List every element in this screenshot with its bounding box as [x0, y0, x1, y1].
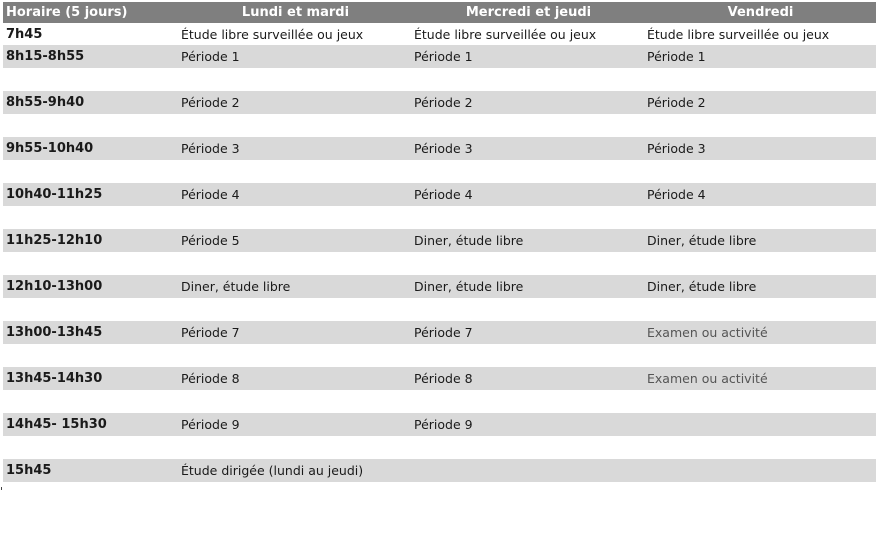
- spacer-cell: [645, 344, 876, 367]
- time-slot: 13h00-13h45: [3, 321, 179, 344]
- spacer-row: [3, 206, 876, 229]
- table-row: [3, 183, 876, 206]
- schedule-cell: Période 5: [179, 229, 412, 252]
- schedule-cell: Période 2: [412, 91, 645, 114]
- spacer-row: [3, 114, 876, 137]
- schedule-cell: Étude libre surveillée ou jeux: [647, 26, 830, 42]
- spacer-cell: [179, 160, 412, 183]
- schedule-body: [3, 23, 876, 482]
- header-mercredi-jeudi: Mercredi et jeudi: [412, 2, 645, 23]
- spacer-cell: [412, 344, 645, 367]
- schedule-cell: Période 1: [179, 45, 412, 68]
- schedule-cell: [645, 459, 876, 482]
- schedule-cell: Diner, étude libre: [412, 275, 645, 298]
- time-slot: 7h45: [6, 26, 43, 42]
- time-slot: 14h45- 15h30: [3, 413, 179, 436]
- spacer-cell: [179, 390, 412, 413]
- spacer-cell: [3, 436, 179, 459]
- time-slot: 9h55-10h40: [3, 137, 179, 160]
- spacer-row: [3, 344, 876, 367]
- spacer-cell: [412, 206, 645, 229]
- spacer-cell: [412, 436, 645, 459]
- table-row: [3, 275, 876, 298]
- spacer-cell: [179, 68, 412, 91]
- schedule-cell: Période 4: [645, 183, 876, 206]
- spacer-cell: [645, 252, 876, 275]
- spacer-cell: [412, 298, 645, 321]
- spacer-cell: [645, 68, 876, 91]
- spacer-cell: [3, 206, 179, 229]
- spacer-cell: [3, 298, 179, 321]
- schedule-cell: Période 1: [645, 45, 876, 68]
- spacer-cell: [3, 390, 179, 413]
- table-row: [3, 413, 876, 436]
- schedule-cell: Examen ou activité: [645, 321, 876, 344]
- spacer-cell: [412, 114, 645, 137]
- header-row: [3, 2, 876, 23]
- schedule-cell: Période 3: [412, 137, 645, 160]
- header-vendredi: Vendredi: [645, 2, 876, 23]
- time-slot: 8h15-8h55: [3, 45, 179, 68]
- spacer-cell: [412, 252, 645, 275]
- spacer-cell: [412, 390, 645, 413]
- spacer-cell: [3, 160, 179, 183]
- time-slot: 8h55-9h40: [3, 91, 179, 114]
- spacer-row: [3, 390, 876, 413]
- spacer-row: [3, 252, 876, 275]
- spacer-cell: [412, 68, 645, 91]
- spacer-cell: [179, 206, 412, 229]
- spacer-cell: [645, 114, 876, 137]
- time-slot: 15h45: [3, 459, 179, 482]
- schedule-cell: Étude dirigée (lundi au jeudi): [179, 459, 412, 482]
- time-slot: 12h10-13h00: [3, 275, 179, 298]
- schedule-cell: Période 8: [179, 367, 412, 390]
- table-row: [3, 91, 876, 114]
- header-horaire: Horaire (5 jours): [3, 2, 179, 23]
- spacer-row: [3, 298, 876, 321]
- spacer-cell: [3, 114, 179, 137]
- table-row: [3, 321, 876, 344]
- spacer-cell: [179, 344, 412, 367]
- schedule-header: [3, 2, 876, 23]
- spacer-row: [3, 68, 876, 91]
- spacer-cell: [3, 68, 179, 91]
- time-slot: 13h45-14h30: [3, 367, 179, 390]
- spacer-cell: [179, 114, 412, 137]
- table-row: [3, 23, 876, 45]
- schedule-table: [3, 2, 876, 482]
- schedule-cell: Diner, étude libre: [645, 229, 876, 252]
- spacer-cell: [645, 160, 876, 183]
- spacer-cell: [179, 436, 412, 459]
- table-row: [3, 137, 876, 160]
- schedule-cell: Diner, étude libre: [645, 275, 876, 298]
- schedule-cell: Période 8: [412, 367, 645, 390]
- schedule-cell: [645, 413, 876, 436]
- spacer-cell: [412, 160, 645, 183]
- schedule-cell: Période 7: [179, 321, 412, 344]
- spacer-cell: [3, 252, 179, 275]
- spacer-cell: [179, 252, 412, 275]
- spacer-cell: [645, 206, 876, 229]
- spacer-cell: [3, 344, 179, 367]
- table-row: [3, 367, 876, 390]
- spacer-cell: [645, 436, 876, 459]
- schedule-cell: Période 3: [645, 137, 876, 160]
- header-lundi-mardi: Lundi et mardi: [179, 2, 412, 23]
- schedule-cell: Période 3: [179, 137, 412, 160]
- time-slot: 10h40-11h25: [3, 183, 179, 206]
- schedule-cell: Étude libre surveillée ou jeux: [181, 26, 364, 42]
- spacer-row: [3, 160, 876, 183]
- table-row: [3, 229, 876, 252]
- schedule-cell: Étude libre surveillée ou jeux: [414, 26, 597, 42]
- spacer-cell: [179, 298, 412, 321]
- schedule-cell: Période 7: [412, 321, 645, 344]
- corner-mark: [1, 487, 2, 490]
- schedule-cell: Période 4: [412, 183, 645, 206]
- table-row: [3, 45, 876, 68]
- schedule-cell: Période 2: [645, 91, 876, 114]
- spacer-cell: [645, 298, 876, 321]
- schedule-cell: [412, 459, 645, 482]
- table-row: [3, 459, 876, 482]
- schedule-cell: Période 4: [179, 183, 412, 206]
- schedule-cell: Période 2: [179, 91, 412, 114]
- schedule-cell: Période 9: [179, 413, 412, 436]
- schedule-cell: Diner, étude libre: [412, 229, 645, 252]
- spacer-cell: [645, 390, 876, 413]
- schedule-cell: Période 9: [412, 413, 645, 436]
- spacer-row: [3, 436, 876, 459]
- schedule-cell: Période 1: [412, 45, 645, 68]
- schedule-cell: Diner, étude libre: [179, 275, 412, 298]
- schedule-cell: Examen ou activité: [645, 367, 876, 390]
- time-slot: 11h25-12h10: [3, 229, 179, 252]
